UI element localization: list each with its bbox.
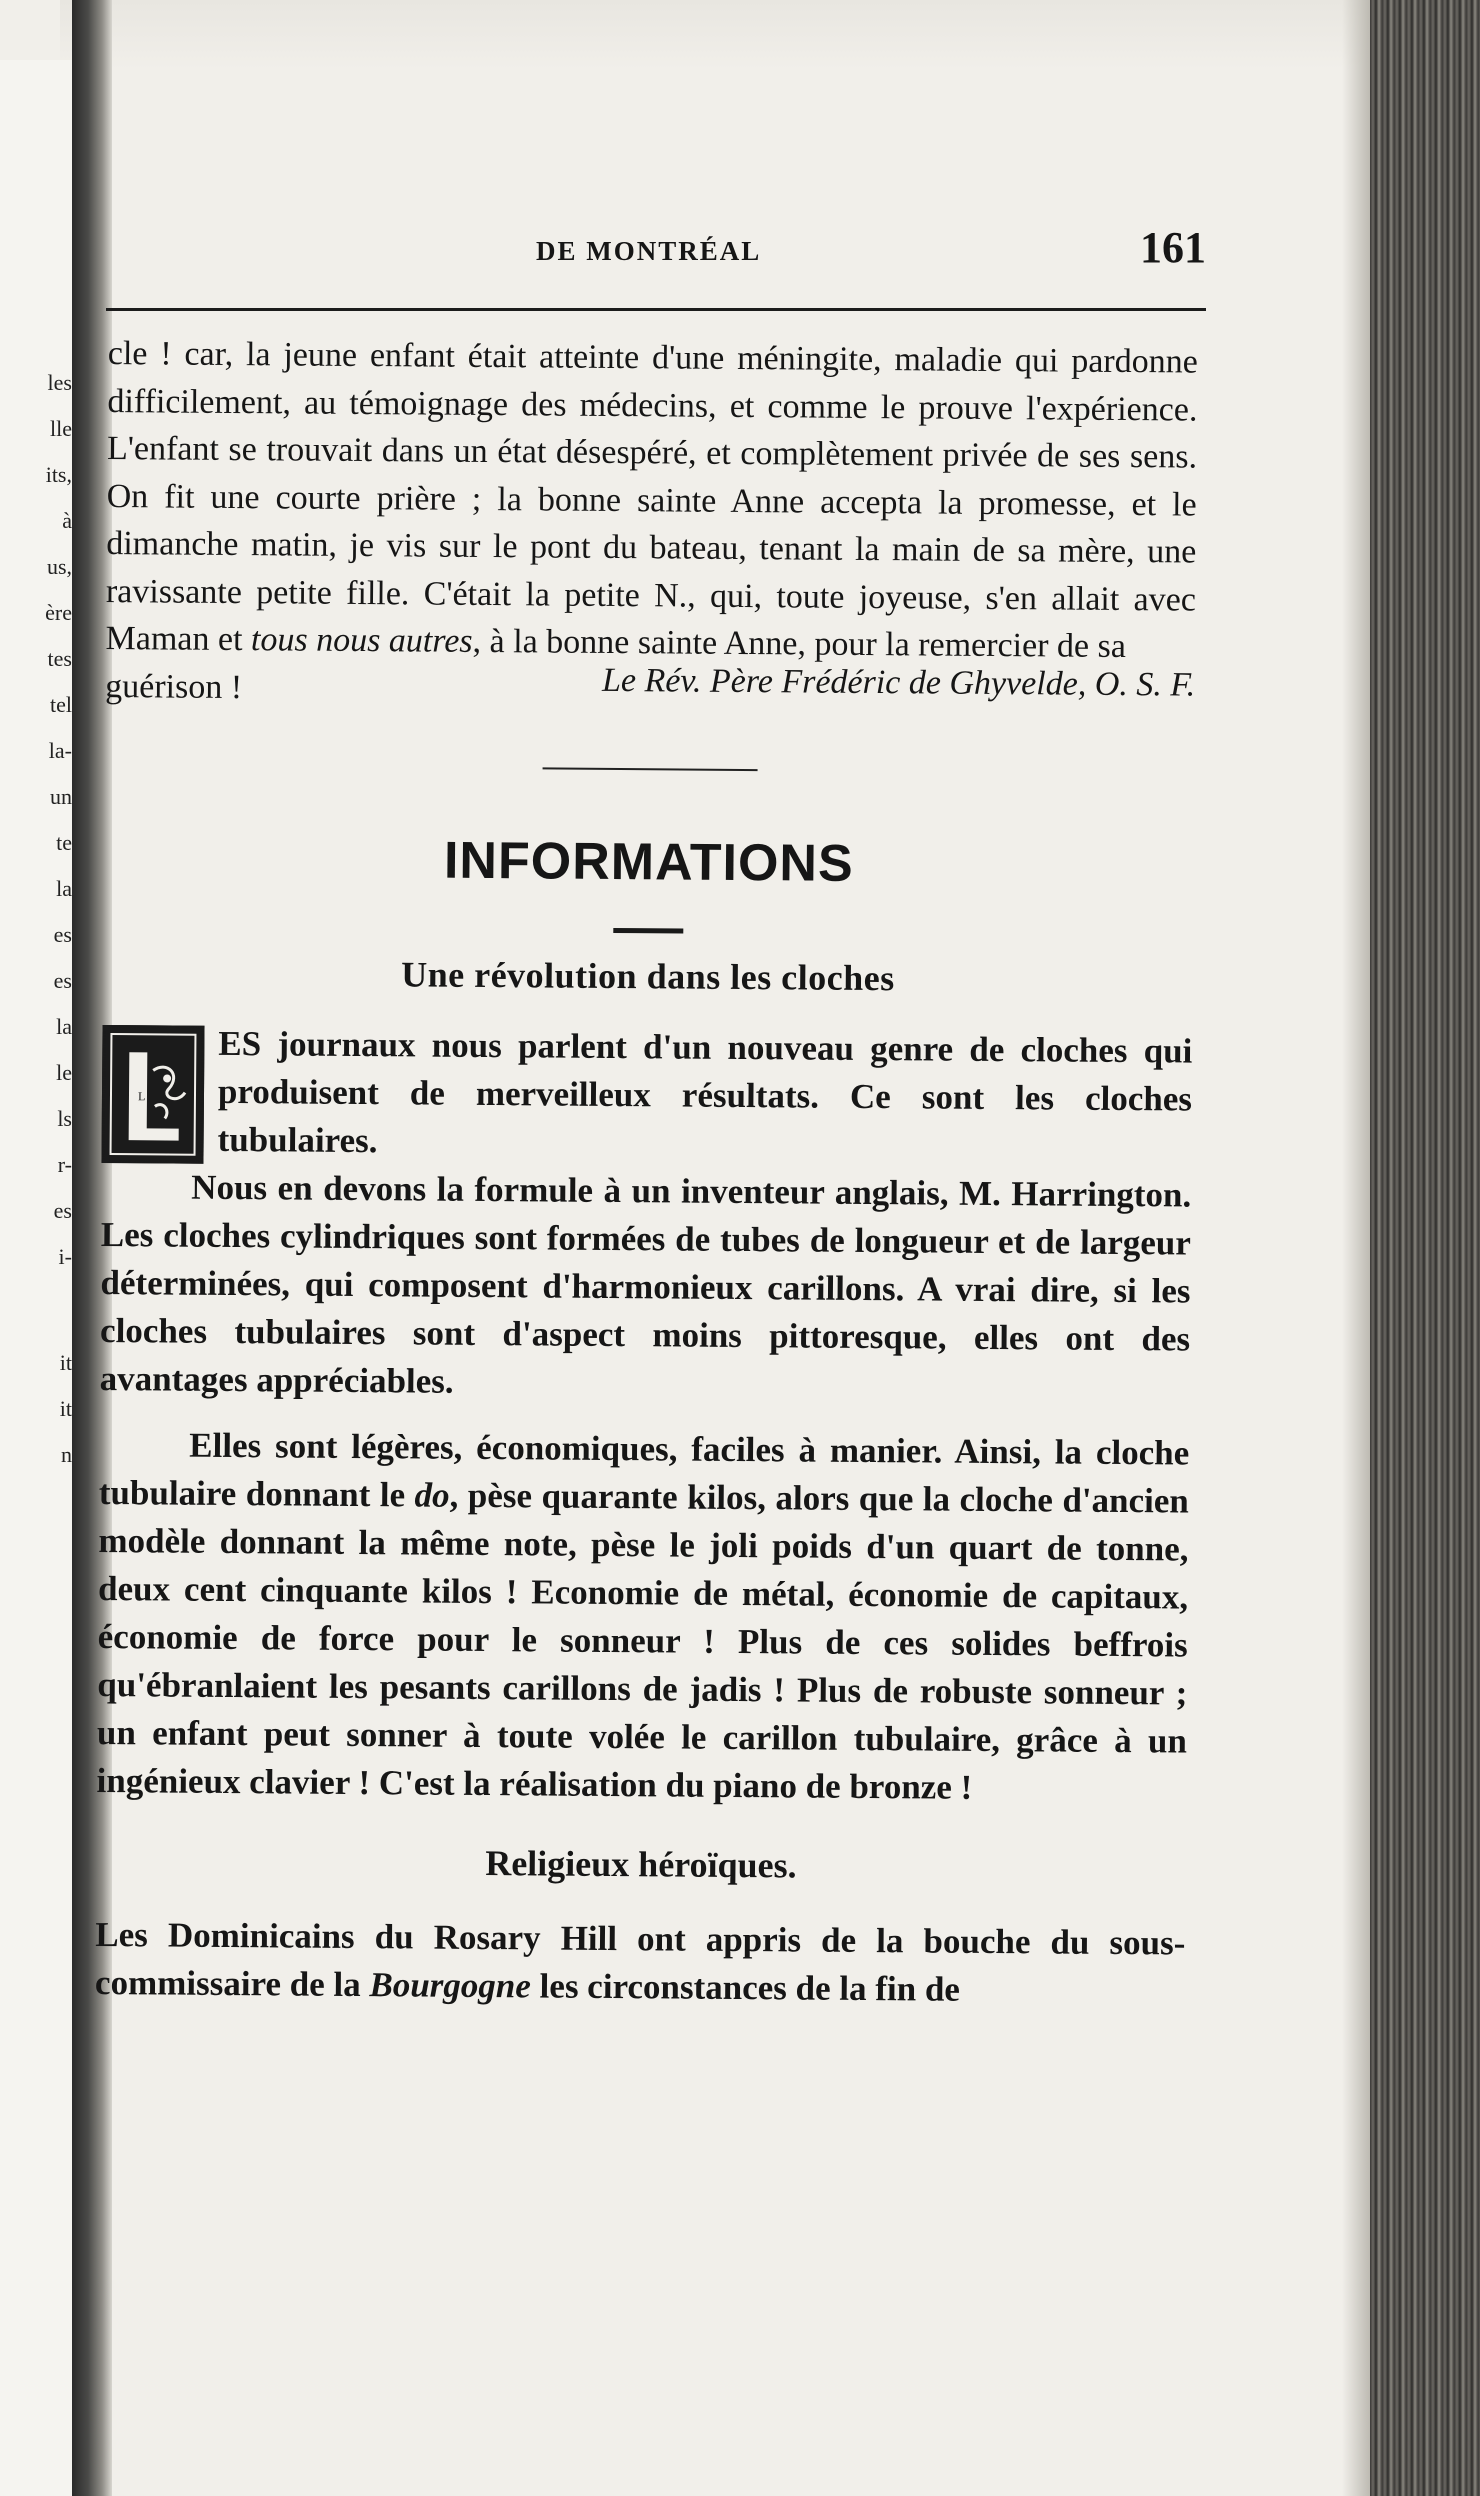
margin-fragment: es — [53, 1198, 72, 1223]
article-2-italic: Bourgogne — [369, 1964, 532, 2006]
page-body — [95, 330, 1198, 2015]
title-rule — [613, 928, 683, 934]
page-curl-shadow — [1342, 0, 1370, 2496]
margin-fragment: la- — [48, 738, 72, 763]
margin-fragment: lle — [50, 416, 72, 441]
signature-row — [105, 662, 1195, 718]
article-paragraph-3-end: , pèse quarante kilos, alors que la cloche d'ancien modèle donnant la même note, pèse le joli poids d'un quart de tonne, deux cent cinquante kilos ! Economie de métal, économie de capitaux, économie de force pour le sonneur ! Plus de ces solides beffrois qu'ébranlaient les pesants carillons de jadis ! Plus de robuste sonneur ; un enfant peut sonner à toute volée le carillon tubulaire, grâce à un ingénieux clavier ! C'est la réalisation du piano de bronze ! — [96, 1475, 1189, 1807]
header-rule — [106, 308, 1206, 311]
margin-fragment: tel — [50, 692, 72, 717]
margin-fragment: us, — [46, 554, 72, 579]
margin-fragment: un — [50, 784, 72, 809]
running-head-title: DE MONTRÉAL — [536, 236, 762, 266]
margin-fragment: tes — [47, 646, 72, 671]
dropcap-letter: L — [137, 1089, 146, 1104]
margin-fragment: ère — [45, 600, 72, 625]
margin-fragment: r- — [57, 1152, 72, 1177]
article-2-heading: Religieux héroïques. — [485, 1843, 797, 1886]
ornamental-initial — [101, 1025, 204, 1164]
margin-fragment: it — [59, 1350, 72, 1375]
margin-fragment: n — [61, 1442, 72, 1467]
article-paragraph-2: Nous en devons la formule à un inventeur anglais, M. Harrington. Les cloches cylindriques sont formées de tubes de longueur et de largeur déterminées, qui composent d'harmonieux carillons. A vrai dire, si les cloches tubulaires sont d'aspect moins pittoresque, elles ont des avantages appréciables. — [99, 1167, 1192, 1401]
continuation-paragraph — [105, 330, 1198, 671]
article-paragraph-3 — [96, 1421, 1189, 1814]
page-top-shadow — [60, 0, 1380, 70]
margin-fragment: te — [56, 830, 72, 855]
continuation-text: cle ! car, la jeune enfant était atteinte d'une méningite, maladie qui pardonne difficilement, au témoignage des médecins, et comme le prouve l'expérience. L'enfant se trouvait dans un état désespéré, et complètement privée de ses sens. On fit une courte prière ; la bonne sainte Anne accepta la promesse, et le dimanche matin, je vis sur le pont du bateau, tenant la main de sa mère, une ravissante petite fille. C'était la petite N., qui, toute joyeuse, s'en allait avec Maman et — [105, 334, 1198, 659]
margin-fragment: es — [53, 968, 72, 993]
ornamental-initial-icon — [106, 1030, 199, 1159]
section-title: INFORMATIONS — [443, 831, 854, 893]
margin-fragment: its, — [45, 462, 72, 487]
running-head — [106, 216, 1206, 316]
margin-fragment: les — [47, 370, 72, 395]
page-number: 161 — [1140, 223, 1206, 272]
continuation-italic: tous nous autres — [250, 621, 473, 660]
continuation-last-word: guérison ! — [105, 667, 243, 706]
book-page-edges — [1370, 0, 1480, 2496]
margin-fragment: le — [56, 1060, 72, 1085]
continuation-text-end: , à la bonne sainte Anne, pour la remercier de sa — [472, 622, 1127, 666]
margin-fragment: la — [56, 876, 72, 901]
margin-fragment: es — [53, 922, 72, 947]
signature: Le Rév. Père Frédéric de Ghyvelde, O. S. F. — [601, 661, 1196, 704]
margin-fragment: la — [56, 1014, 72, 1039]
article-body — [96, 1019, 1192, 1814]
article-2-text: Les Dominicains du Rosary Hill ont appris de la bouche du sous-commissaire de la — [94, 1914, 1186, 2004]
article-2-paragraph — [95, 1911, 1186, 2016]
section-separator — [542, 767, 757, 771]
article-paragraph-3-italic: do — [414, 1475, 450, 1515]
margin-fragment: it — [59, 1396, 72, 1421]
margin-fragment: ls — [57, 1106, 72, 1131]
article-heading: Une révolution dans les cloches — [401, 954, 895, 999]
article-2-text-end: les circonstances de la fin de — [530, 1966, 961, 2009]
article-paragraph-1: ES journaux nous parlent d'un nouveau genre de cloches qui produisent de merveilleux résultats. Ce sont les cloches tubulaires. — [217, 1023, 1193, 1161]
margin-fragment: i- — [58, 1244, 72, 1269]
margin-fragment: à — [62, 508, 72, 533]
article-paragraph-3-start: Elles sont légères, économiques, faciles à manier. Ainsi, la cloche tubulaire donnant le — [98, 1425, 1190, 1515]
